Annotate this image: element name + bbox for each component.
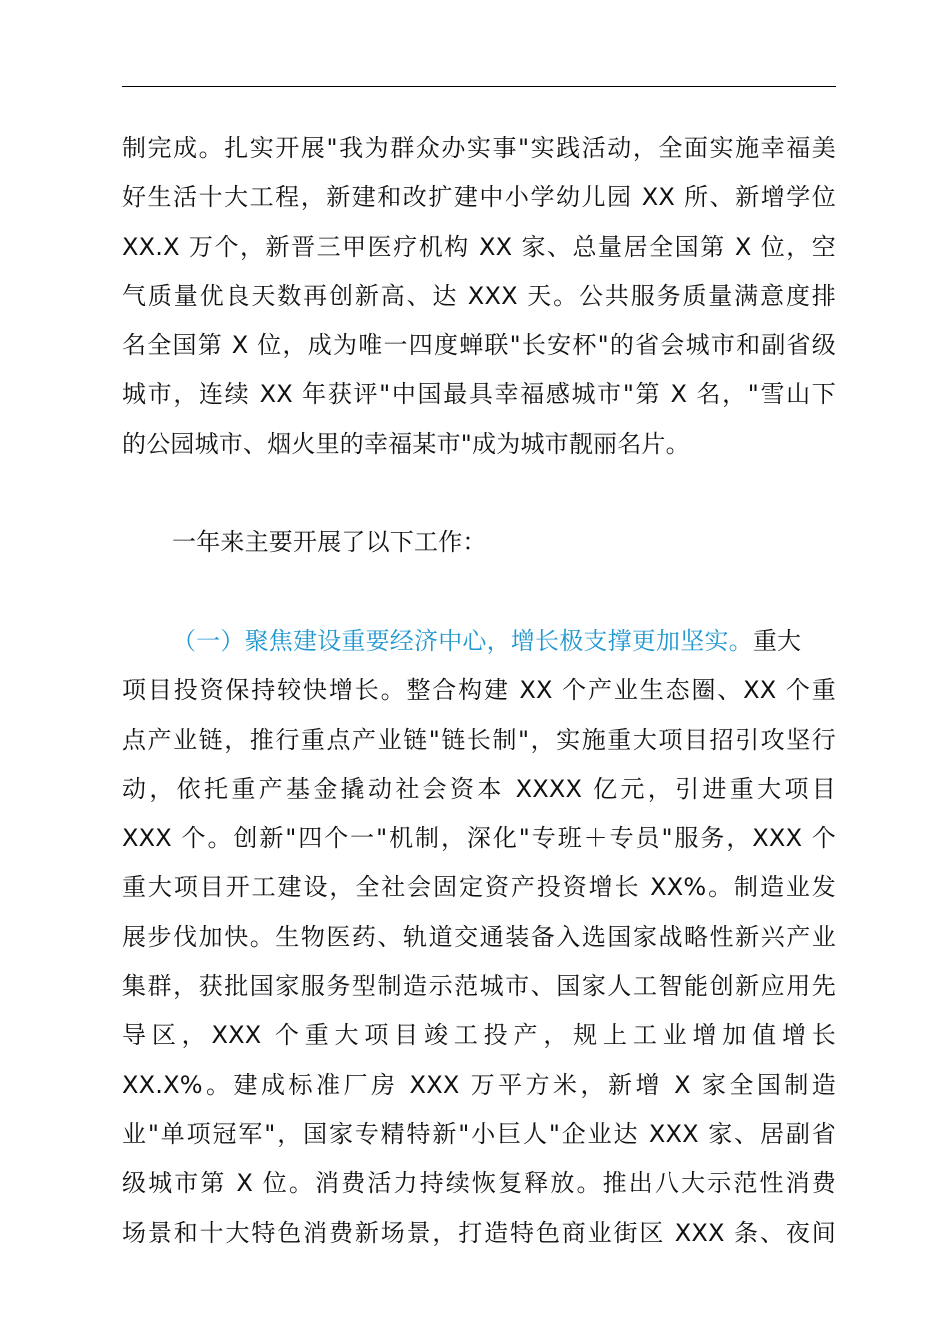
text-line: 点产业链，推行重点产业链"链长制"，实施重大项目招引攻坚行 — [122, 725, 836, 754]
document-body — [122, 124, 836, 1258]
intro-line: 一年来主要开展了以下工作： — [172, 528, 487, 557]
section-1-heading: （一）聚焦建设重要经济中心，增长极支撑更加坚实。 — [172, 626, 753, 655]
section-1 — [122, 617, 836, 1258]
section-1-first-line-rest: 重大 — [752, 626, 802, 655]
text-line: 项目投资保持较快增长。整合构建 XX 个产业生态圈、XX 个重 — [122, 676, 836, 705]
text-line: XX.X 万个，新晋三甲医疗机构 XX 家、总量居全国第 X 位，空 — [122, 232, 836, 261]
text-line: 气质量优良天数再创新高、达 XXX 天。公共服务质量满意度排 — [122, 281, 836, 310]
text-line: 导区，XXX 个重大项目竣工投产，规上工业增加值增长 — [122, 1021, 836, 1050]
text-line: 展步伐加快。生物医药、轨道交通装备入选国家战略性新兴产业 — [122, 922, 836, 951]
text-line: 场景和十大特色消费新场景，打造特色商业街区 XXX 条、夜间 — [122, 1218, 836, 1247]
text-line: 业"单项冠军"，国家专精特新"小巨人"企业达 XXX 家、居副省 — [122, 1119, 836, 1148]
section-1-first-line — [122, 617, 836, 666]
paragraph-1 — [122, 124, 836, 469]
text-line: 的公园城市、烟火里的幸福某市"成为城市靓丽名片。 — [122, 429, 690, 458]
text-line: 好生活十大工程，新建和改扩建中小学幼儿园 XX 所、新增学位 — [122, 183, 836, 212]
paragraph-gap — [122, 568, 836, 617]
text-line: 重大项目开工建设，全社会固定资产投资增长 XX%。制造业发 — [122, 873, 836, 902]
text-line: XXX 个。创新"四个一"机制，深化"专班＋专员"服务，XXX 个 — [122, 824, 836, 853]
text-line: 城市，连续 XX 年获评"中国最具幸福感城市"第 X 名，"雪山下 — [122, 380, 836, 409]
paragraph-gap — [122, 469, 836, 518]
text-line: 动，依托重产基金撬动社会资本 XXXX 亿元，引进重大项目 — [122, 774, 836, 803]
text-line: 集群，获批国家服务型制造示范城市、国家人工智能创新应用先 — [122, 972, 836, 1001]
text-line: XX.X%。建成标准厂房 XXX 万平方米，新增 X 家全国制造 — [122, 1070, 836, 1099]
text-line: 名全国第 X 位，成为唯一四度蝉联"长安杯"的省会城市和副省级 — [122, 331, 836, 360]
text-line: 级城市第 X 位。消费活力持续恢复释放。推出八大示范性消费 — [122, 1169, 836, 1198]
header-rule — [122, 86, 836, 87]
text-line: 制完成。扎实开展"我为群众办实事"实践活动，全面实施幸福美 — [122, 134, 836, 162]
